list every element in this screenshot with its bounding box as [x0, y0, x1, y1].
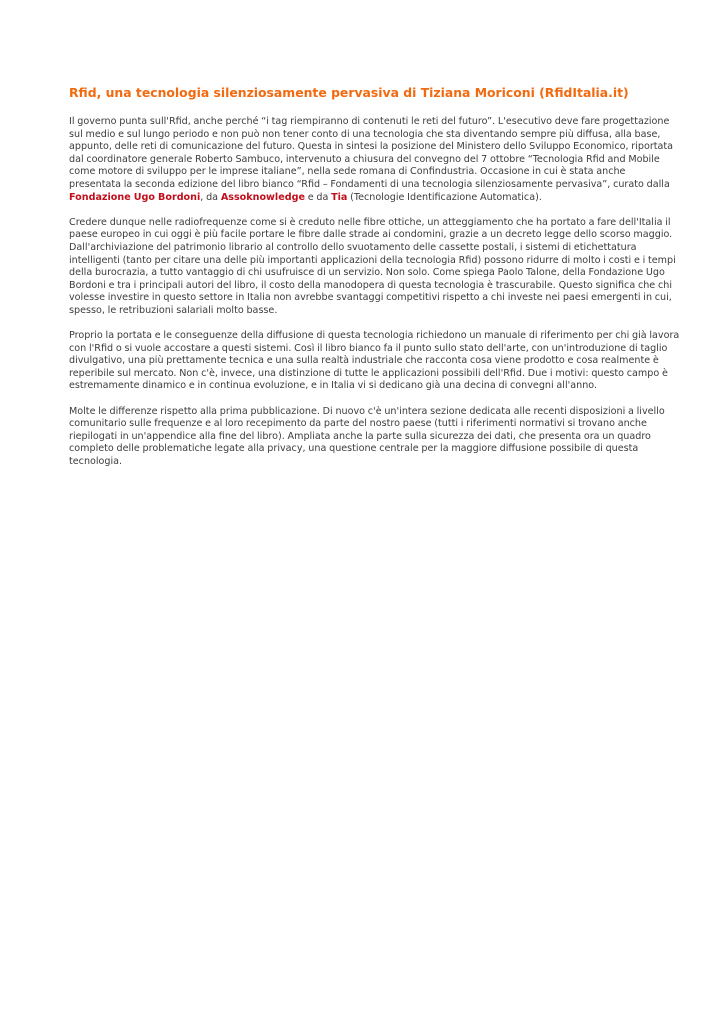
- text-line: come motore di sviluppo per le imprese italiane”, nella sede romana di Confindustria. Occasione in cui è stata anche: [69, 166, 626, 178]
- text-line: comunitario sulle frequenze e al loro recepimento da parte del nostro paese (tutti i riferimenti normativi si trovano anche: [69, 418, 647, 430]
- text-line: divulgativo, una più prettamente tecnica e una sulla realtà industriale che racconta cosa viene prodotto e cosa realmente è: [69, 355, 659, 367]
- text-line: paese europeo in cui oggi è più facile portare le fibre dalle strade ai condomini, grazie a un decreto legge dello scorso maggio.: [69, 229, 673, 241]
- text-line: dal coordinatore generale Roberto Sambuco, intervenuto a chiusura del convegno del 7 ottobre “Tecnologia Rfid and Mobile: [69, 153, 660, 165]
- text-line: Bordoni e tra i principali autori del libro, il costo della manodopera di questa tecnologia è trascurabile. Questo significa che chi: [69, 279, 672, 291]
- text-line: volesse investire in questo settore in Italia non avrebbe svantaggi competitivi rispetto a chi investe nei paesi emergenti in cui,: [69, 292, 672, 304]
- text-line: Credere dunque nelle radiofrequenze come si è creduto nelle fibre ottiche, un atteggiamento che ha portato a fare dell'Italia il: [69, 216, 671, 228]
- text-line: spesso, le retribuzioni salariali molto basse.: [69, 304, 278, 316]
- text-line: della burocrazia, a tutto vantaggio di chi usufruisce di un servizio. Non solo. Come spiega Paolo Talone, della Fondazione Ugo: [69, 267, 665, 279]
- link-fondazione-ugo-bordoni[interactable]: Fondazione Ugo Bordoni: [69, 191, 201, 203]
- text-line: estremamente dinamico e in continua evoluzione, e in Italia vi si dedicano già una decina di convegni all'anno.: [69, 380, 598, 392]
- paragraph-2: [69, 216, 676, 318]
- text-line: Molte le differenze rispetto alla prima pubblicazione. Di nuovo c'è un'intera sezione dedicata alle recenti disposizioni a livello: [69, 405, 665, 417]
- text-line: intelligenti (tanto per citare una delle più importanti applicazioni della tecnologia Rfid) possono ridurre di molto i costi e i tempi: [69, 254, 676, 266]
- text-segment: e da: [304, 191, 332, 203]
- text-line: riepilogati in un'appendice alla fine del libro). Ampliata anche la parte sulla sicurezza dei dati, che presenta ora un quadro: [69, 430, 651, 442]
- text-line: Dall'archiviazione del patrimonio librario al controllo dello svuotamento delle cassette postali, i sistemi di etichettatura: [69, 241, 637, 253]
- text-line: Proprio la portata e le conseguenze della diffusione di questa tecnologia richiedono un manuale di riferimento per chi già lavora: [69, 330, 680, 342]
- link-tia[interactable]: Tia: [331, 191, 348, 203]
- article-title: Rfid, una tecnologia silenziosamente pervasiva di Tiziana Moriconi (RfidItalia.it): [69, 85, 629, 100]
- text-line: presentata la seconda edizione del libro bianco “Rfid – Fondamenti di una tecnologia silenziosamente pervasiva”, curato dalla: [69, 178, 670, 190]
- text-line: tecnologia.: [69, 456, 123, 468]
- text-segment: (Tecnologie Identificazione Automatica).: [347, 191, 542, 203]
- text-line: reperibile sul mercato. Non c'è, invece, una distinzione di tutte le applicazioni possibili dell'Rfid. Due i motivi: questo campo è: [69, 367, 668, 379]
- link-assoknowledge[interactable]: Assoknowledge: [220, 191, 305, 203]
- text-segment: , da: [200, 191, 221, 203]
- paragraph-4: [69, 405, 665, 469]
- text-line: sul medio e sul lungo periodo e non può non tener conto di una tecnologia che sta diventando sempre più diffusa, alla base,: [69, 128, 661, 140]
- text-line: appunto, delle reti di comunicazione del futuro. Questa in sintesi la posizione del Ministero dello Sviluppo Economico, riportata: [69, 141, 674, 153]
- article: [69, 84, 680, 481]
- paragraph-3: [69, 330, 680, 393]
- text-line: completo delle problematiche legate alla privacy, una questione centrale per la maggiore diffusione possibile di questa: [69, 443, 639, 455]
- text-line: Il governo punta sull'Rfid, anche perché “i tag riempiranno di contenuti le reti del futuro”. L'esecutivo deve fare progettazione: [69, 116, 670, 127]
- paragraph-1: [69, 116, 674, 204]
- text-line: con l'Rfid o si vuole accostare a questi sistemi. Così il libro bianco fa il punto sullo stato dell'arte, con un'introduzione di taglio: [69, 342, 668, 354]
- text-line-with-links: [69, 192, 659, 205]
